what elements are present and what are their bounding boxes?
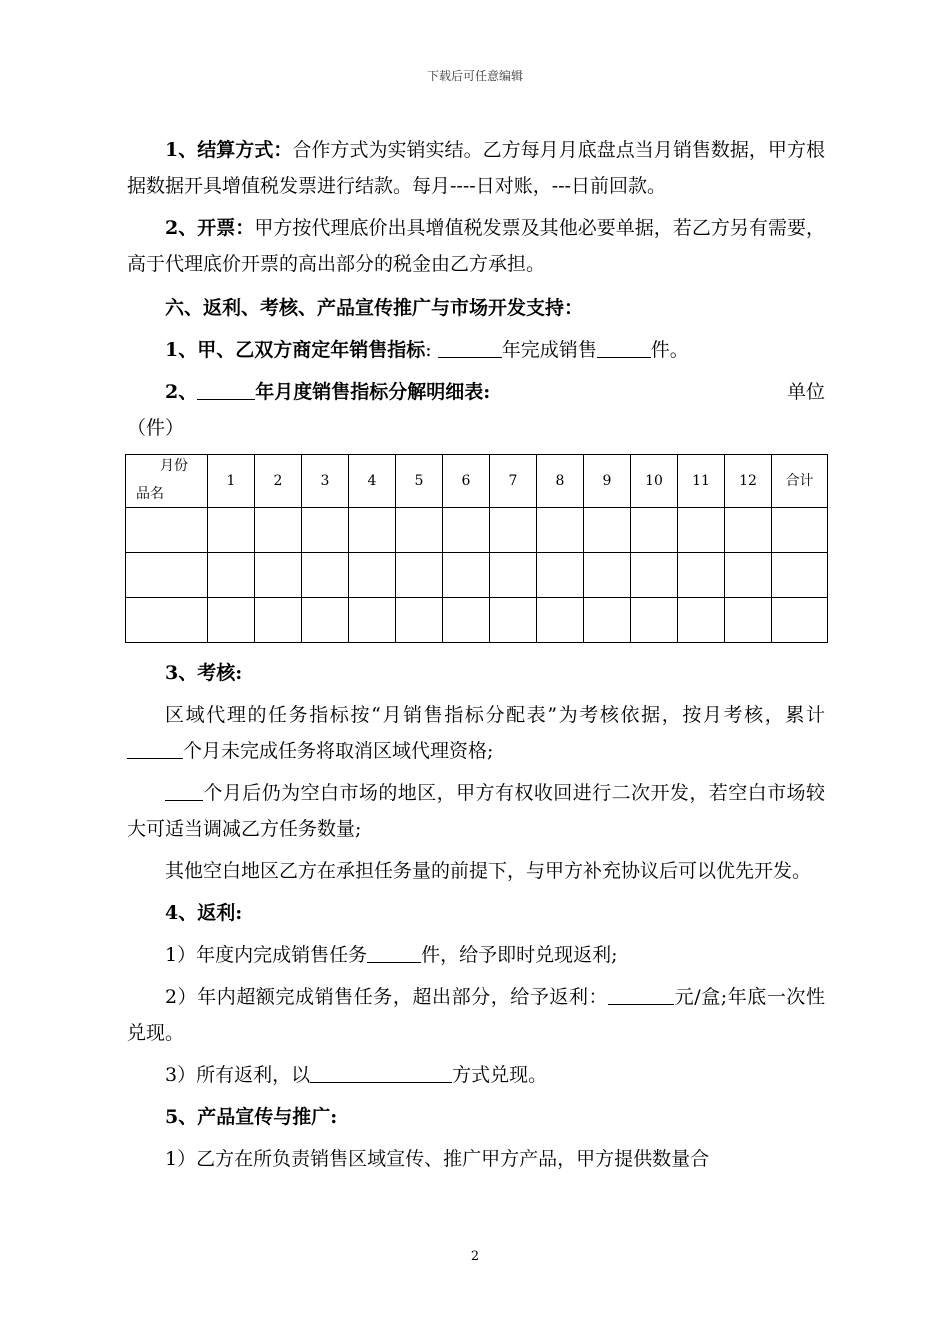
total-header: 合计 <box>772 455 828 508</box>
rebate-item-1: 1）年度内完成销售任务 件，给予即时兑现返利; <box>165 944 618 966</box>
rebate-method-blank <box>310 1062 452 1083</box>
table-cell[interactable] <box>208 598 255 643</box>
table-cell[interactable] <box>725 508 772 553</box>
table-cell[interactable] <box>725 553 772 598</box>
month-header: 9 <box>584 455 631 508</box>
blank-market-months <box>165 780 203 801</box>
table-cell[interactable] <box>302 598 349 643</box>
unit-label: 单位 <box>786 381 825 403</box>
settlement-text-c: 日前回款。 <box>570 175 666 197</box>
page-number: 2 <box>470 1249 480 1264</box>
rebate-amount-blank <box>608 984 674 1005</box>
document-body <box>127 132 825 1183</box>
table-corner-cell <box>126 455 208 508</box>
promotion-heading: 5、产品宣传与推广: <box>165 1106 338 1128</box>
month-header: 10 <box>631 455 678 508</box>
table-cell[interactable] <box>725 598 772 643</box>
table-cell[interactable] <box>126 553 208 598</box>
table-cell[interactable] <box>396 553 443 598</box>
paragraph-settlement <box>127 132 825 204</box>
table-cell[interactable] <box>126 508 208 553</box>
monthly-sales-table <box>125 454 828 643</box>
table-cell[interactable] <box>584 598 631 643</box>
table-cell[interactable] <box>349 508 396 553</box>
section-6-heading: 六、返利、考核、产品宣传推广与市场开发支持： <box>165 297 584 319</box>
assessment-paragraph-2: 个月后仍为空白市场的地区，甲方有权收回进行二次开发，若空白市场较大可适当调减乙方任务数量; <box>127 782 825 840</box>
corner-month-label: 月份 <box>160 458 188 474</box>
table-cell[interactable] <box>302 508 349 553</box>
table-row <box>126 553 828 598</box>
settlement-dash-2: --- <box>551 175 571 197</box>
table-cell[interactable] <box>302 553 349 598</box>
table-cell[interactable] <box>443 598 490 643</box>
table-cell[interactable] <box>396 598 443 643</box>
table-cell[interactable] <box>537 508 584 553</box>
month-header: 5 <box>396 455 443 508</box>
assessment-paragraph-3: 其他空白地区乙方在承担任务量的前提下，与甲方补充协议后可以优先开发。 <box>165 860 812 882</box>
settlement-label: 1、结算方式： <box>165 139 293 161</box>
table-year-blank <box>197 379 255 400</box>
month-header: 12 <box>725 455 772 508</box>
table-cell[interactable] <box>490 508 537 553</box>
promotion-paragraph-1: 1）乙方在所负责销售区域宣传、推广甲方产品，甲方提供数量合 <box>165 1148 710 1170</box>
table-cell[interactable] <box>631 508 678 553</box>
table-row <box>126 508 828 553</box>
rebate-item-2: 2）年内超额完成销售任务，超出部分，给予返利： 元/盒;年底一次性兑现。 <box>127 986 826 1044</box>
table-cell[interactable] <box>255 553 302 598</box>
page-header-note: 下载后可任意编辑 <box>426 69 523 83</box>
table-cell[interactable] <box>631 598 678 643</box>
annual-year-blank <box>438 337 502 358</box>
table-cell[interactable] <box>584 553 631 598</box>
rebate-heading: 4、返利: <box>165 902 243 924</box>
table-cell[interactable] <box>631 553 678 598</box>
table-cell[interactable] <box>349 553 396 598</box>
annual-target-label: 1、甲、乙双方商定年销售指标 <box>165 339 426 361</box>
invoice-text: 甲方按代理底价出具增值税发票及其他必要单据，若乙方另有需要，高于代理底价开票的高出部分的税金由乙方承担。 <box>127 217 825 275</box>
unit-suffix: （件） <box>127 417 185 439</box>
annual-qty-blank <box>597 337 651 358</box>
table-cell[interactable] <box>678 553 725 598</box>
paragraph-invoice <box>127 210 825 282</box>
month-header: 4 <box>349 455 396 508</box>
settlement-text-a: 合作方式为实销实结。乙方每月月底盘点当月销售数据，甲方根据数据开具增值税发票进行结款。每月 <box>127 139 825 197</box>
month-header: 1 <box>208 455 255 508</box>
rebate-qty-blank <box>367 942 421 963</box>
table-cell[interactable] <box>443 553 490 598</box>
corner-product-label: 品名 <box>136 486 164 502</box>
paragraph-annual-target: 1、甲、乙双方商定年销售指标: 年完成销售 件。 <box>165 339 689 361</box>
month-header: 8 <box>537 455 584 508</box>
table-cell[interactable] <box>678 508 725 553</box>
table-cell[interactable] <box>584 508 631 553</box>
invoice-label: 2、开票： <box>165 217 255 239</box>
table-cell[interactable] <box>126 598 208 643</box>
monthly-table-title-text: 年月度销售指标分解明细表 <box>255 381 484 403</box>
table-cell[interactable] <box>208 553 255 598</box>
table-cell[interactable] <box>255 508 302 553</box>
month-header: 11 <box>678 455 725 508</box>
table-cell[interactable] <box>772 598 828 643</box>
month-header: 6 <box>443 455 490 508</box>
table-cell[interactable] <box>537 598 584 643</box>
table-cell[interactable] <box>443 508 490 553</box>
table-header-row <box>126 455 828 508</box>
table-cell[interactable] <box>490 553 537 598</box>
assessment-paragraph-1: 区域代理的任务指标按“月销售指标分配表”为考核依据，按月考核，累计个月未完成任务将取消区域代理资格; <box>127 697 825 769</box>
table-cell[interactable] <box>490 598 537 643</box>
table-cell[interactable] <box>208 508 255 553</box>
month-header: 7 <box>490 455 537 508</box>
assessment-heading: 3、考核: <box>165 662 243 684</box>
table-cell[interactable] <box>396 508 443 553</box>
assessment-months-blank <box>127 738 183 759</box>
table-cell[interactable] <box>772 508 828 553</box>
table-row <box>126 598 828 643</box>
annual-target-text: 年完成销售 <box>501 339 597 361</box>
monthly-table-title: 2、 年月度销售指标分解明细表: 单位 <box>127 374 825 410</box>
month-header: 2 <box>255 455 302 508</box>
month-header: 3 <box>302 455 349 508</box>
table-cell[interactable] <box>678 598 725 643</box>
table-cell[interactable] <box>537 553 584 598</box>
settlement-text-b: 日对账， <box>475 175 552 197</box>
table-cell[interactable] <box>772 553 828 598</box>
table-cell[interactable] <box>349 598 396 643</box>
table-cell[interactable] <box>255 598 302 643</box>
rebate-item-3: 3）所有返利，以 方式兑现。 <box>165 1064 548 1086</box>
settlement-dash-1: ---- <box>450 175 476 197</box>
